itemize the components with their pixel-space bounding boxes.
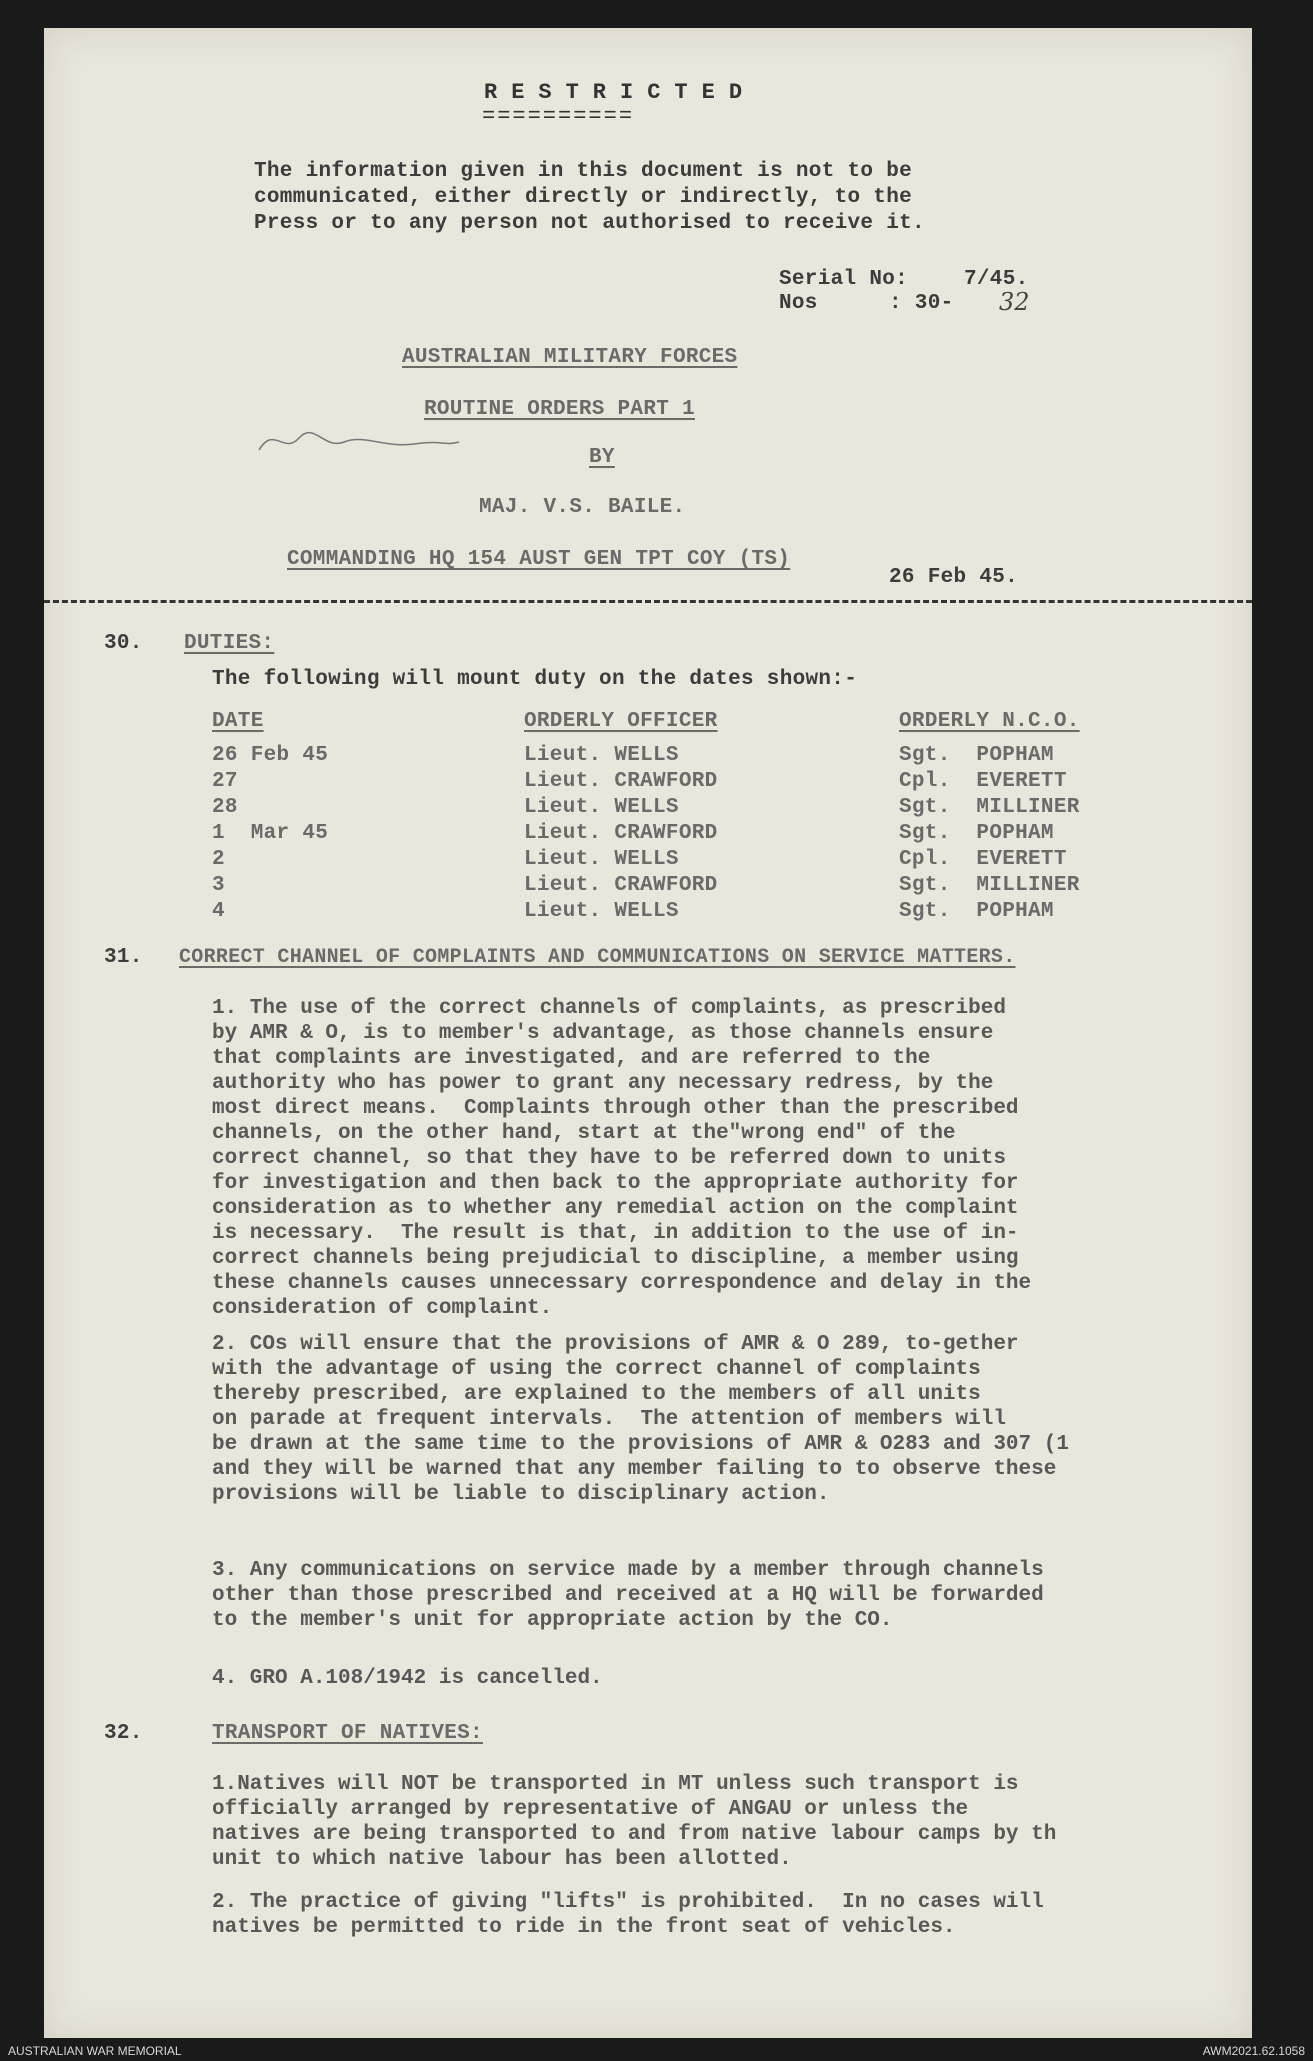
- divider-rule: [44, 600, 1252, 603]
- title-unit: COMMANDING HQ 154 AUST GEN TPT COY (TS): [287, 548, 791, 571]
- section-32-number: 32.: [104, 1722, 143, 1745]
- duty-nco: Cpl. EVERETT: [899, 770, 1067, 793]
- duty-nco: Sgt. MILLINER: [899, 874, 1080, 897]
- notice-line-2: communicated, either directly or indirectly, to the: [254, 186, 913, 209]
- title-by: BY: [589, 446, 615, 469]
- serial-value: 7/45.: [964, 268, 1029, 291]
- duty-date: 27: [212, 770, 238, 793]
- serial-label: Serial No:: [779, 268, 909, 291]
- column-header-nco: ORDERLY N.C.O.: [899, 710, 1080, 733]
- duty-date: 1 Mar 45: [212, 822, 329, 845]
- duty-officer: Lieut. WELLS: [524, 900, 679, 923]
- notice-line-3: Press or to any person not authorised to receive it.: [254, 212, 925, 235]
- duty-officer: Lieut. CRAWFORD: [524, 770, 718, 793]
- duty-nco: Cpl. EVERETT: [899, 848, 1067, 871]
- nos-handwritten: 32: [999, 288, 1030, 316]
- duty-nco: Sgt. MILLINER: [899, 796, 1080, 819]
- footer-right: AWM2021.62.1058: [1202, 2044, 1305, 2058]
- duty-officer: Lieut. WELLS: [524, 848, 679, 871]
- duty-date: 4: [212, 900, 225, 923]
- column-header-officer: ORDERLY OFFICER: [524, 710, 718, 733]
- section-30-number: 30.: [104, 632, 143, 655]
- title-commander: MAJ. V.S. BAILE.: [479, 496, 686, 519]
- section-32-paragraph-2: 2. The practice of giving "lifts" is prohibited. In no cases will natives be permitted to ride in the front seat of vehicles.: [212, 1891, 1044, 1939]
- title-routine-orders: ROUTINE ORDERS PART 1: [424, 398, 695, 421]
- section-31-paragraph-4: 4. GRO A.108/1942 is cancelled.: [212, 1667, 603, 1690]
- section-31-paragraph-2: 2. COs will ensure that the provisions of AMR & O 289, to-gether with the advantage of using the correct channel of complaints thereby prescribed, are explained to the members of all units on parade at frequent intervals. The attention of members will be drawn at the same time to the provisions of AMR & O283 and 307 (1 and they will be warned that any member failing to to observe these provisions will be liable to disciplinary action.: [212, 1333, 1069, 1506]
- footer-left: AUSTRALIAN WAR MEMORIAL: [8, 2044, 182, 2058]
- duty-nco: Sgt. POPHAM: [899, 744, 1054, 767]
- duty-date: 2: [212, 848, 225, 871]
- nos-label: Nos: [779, 292, 818, 315]
- section-31-title: CORRECT CHANNEL OF COMPLAINTS AND COMMUNICATIONS ON SERVICE MATTERS.: [179, 946, 1016, 969]
- section-30-intro: The following will mount duty on the dates shown:-: [212, 668, 858, 691]
- order-date: 26 Feb 45.: [889, 566, 1019, 589]
- section-31-paragraph-1: 1. The use of the correct channels of complaints, as prescribed by AMR & O, is to member's advantage, as those channels ensure that complaints are investigated, and are referred to the authority who has power to grant any necessary redress, by the most direct means. Complaints through other than the prescribed channels, on the other hand, start at the"wrong end" of the correct channel, so that they have to be referred down to units for investigation and then back to the appropriate authority for consideration as to whether any remedial action on the complaint is necessary. The result is that, in addition to the use of in- correct channels being prejudicial to discipline, a member using these channels causes unnecessary correspondence and delay in the consideration of complaint.: [212, 997, 1032, 1320]
- duty-officer: Lieut. WELLS: [524, 796, 679, 819]
- duty-date: 28: [212, 796, 238, 819]
- section-31-number: 31.: [104, 946, 143, 969]
- duty-officer: Lieut. CRAWFORD: [524, 822, 718, 845]
- duty-nco: Sgt. POPHAM: [899, 900, 1054, 923]
- restricted-heading: RESTRICTED: [484, 80, 757, 105]
- section-30-title: DUTIES:: [184, 632, 275, 655]
- title-forces: AUSTRALIAN MILITARY FORCES: [402, 346, 738, 369]
- restricted-underline: ==========: [482, 104, 635, 129]
- notice-line-1: The information given in this document is not to be: [254, 160, 913, 183]
- duty-nco: Sgt. POPHAM: [899, 822, 1054, 845]
- duty-date: 26 Feb 45: [212, 744, 329, 767]
- section-31-paragraph-3: 3. Any communications on service made by a member through channels other than those prescribed and received at a HQ will be forwarded to the member's unit for appropriate action by the CO.: [212, 1559, 1044, 1632]
- duty-date: 3: [212, 874, 225, 897]
- document-page: [44, 28, 1252, 2038]
- section-32-title: TRANSPORT OF NATIVES:: [212, 1722, 483, 1745]
- pencil-signature: [254, 420, 464, 460]
- duty-officer: Lieut. CRAWFORD: [524, 874, 718, 897]
- duty-officer: Lieut. WELLS: [524, 744, 679, 767]
- section-32-paragraph-1: 1.Natives will NOT be transported in MT unless such transport is officially arranged by representative of ANGAU or unless the natives are being transported to and from native labour camps by th unit to which native labour has been allotted.: [212, 1773, 1057, 1871]
- nos-value: : 30-: [889, 292, 954, 315]
- column-header-date: DATE: [212, 710, 264, 733]
